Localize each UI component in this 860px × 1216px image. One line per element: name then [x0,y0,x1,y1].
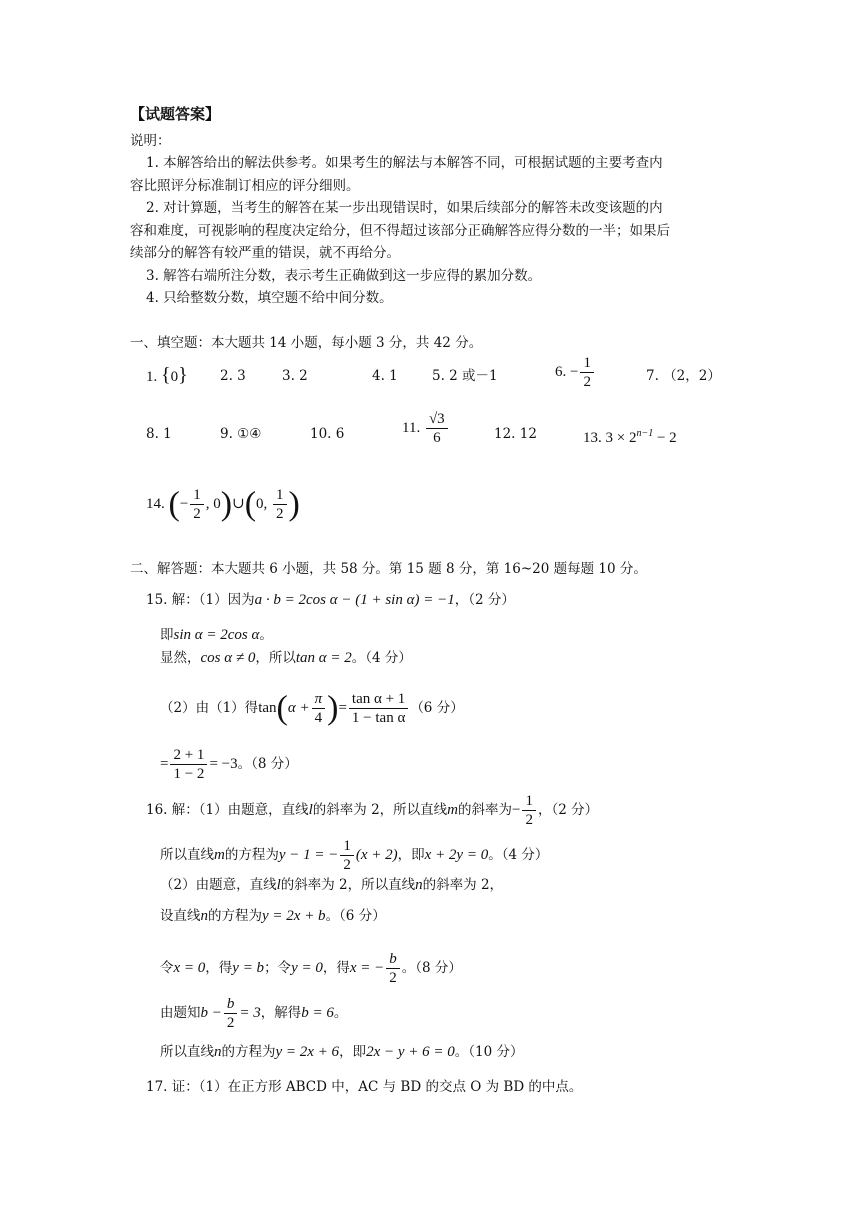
part1-heading: 一、填空题：本大题共 14 小题，每小题 3 分，共 42 分。 [130,335,483,351]
note-2: 2. 对计算题，当考生的解答在某一步出现错误时，如果后续部分的解答未改变该题的内 [146,200,663,216]
answer-11: 11. $\frac{√3}{6}$ [402,410,450,447]
answer-title: 【试题答案】 [130,105,221,123]
notes-heading: 说明： [130,133,171,149]
q16-line4: 设直线n的方程为y = 2x + b。（6 分） [160,908,386,924]
q16-line7: 所以直线n的方程为y = 2x + 6，即2x − y + 6 = 0。（10 分） [160,1044,524,1060]
q15-line5: = $\frac{2 + 1}{1 - 2}$ = −3。（8 分） [160,747,298,782]
note-1-cont: 容比照评分标准制订相应的评分细则。 [130,178,360,194]
q15-line2: 即sin α = 2cos α。 [160,627,273,643]
q16-line5: 令x = 0，得y = b；令y = 0，得x = − $\frac{b}{2}$ 。（8 分） [160,951,462,986]
answer-9: 9. ①④ [220,426,262,442]
answer-2: 2. 3 [220,368,246,384]
part2-heading: 二、解答题：本大题共 6 小题，共 58 分。第 15 题 8 分，第 16~20 题每题 10 分。 [130,561,647,577]
note-2-cont2: 续部分的解答有较严重的错误，就不再给分。 [130,245,400,261]
q16-line3: （2）由题意，直线l的斜率为 2，所以直线n的斜率为 2， [160,877,504,893]
q15-line3: 显然，cos α ≠ 0，所以tan α = 2。（4 分） [160,650,412,666]
answer-3: 3. 2 [282,368,308,384]
q16-line1: 16. 解：（1）由题意，直线l的斜率为 2，所以直线m的斜率为− $\frac{1}{2}$ ，（2 分） [146,793,599,828]
q15-line1: 15. 解：（1）因为a · b = 2cos α − (1 + sin α) = −1，（2 分） [146,592,515,608]
q17-line1: 17. 证：（1）在正方形 ABCD 中，AC 与 BD 的交点 O 为 BD 的中点。 [146,1079,583,1095]
note-2-cont: 容和难度，可视影响的程度决定给分，但不得超过该部分正确解答应得分数的一半；如果后 [130,223,670,239]
answer-8: 8. 1 [146,426,172,442]
q16-line6: 由题知b − $\frac{b}{2}$ = 3，解得b = 6。 [160,996,348,1031]
note-3: 3. 解答右端所注分数，表示考生正确做到这一步应得的累加分数。 [146,268,542,284]
answer-14: 14. (− $\frac{1}{2}$ , 0)∪(0, $\frac{1}{2}$ ) [146,485,300,523]
q15-line4: （2）由（1）得tan(α + $\frac{\pi}{4}$ )= $\frac{\text{tan α + 1}}{\text{1 − tan α}}$ （6 分） [160,689,464,727]
q16-line2: 所以直线m的方程为y − 1 = − $\frac{1}{2}$ (x + 2)，即x + 2y = 0。（4 分） [160,838,549,873]
answer-10: 10. 6 [310,426,345,442]
answer-6: 6. − $\frac{1}{2}$ [555,354,596,391]
answer-1: 1. {0} [146,364,188,386]
note-1: 1. 本解答给出的解法供参考。如果考生的解法与本解答不同，可根据试题的主要考查内 [146,155,663,171]
answer-12: 12. 12 [494,426,537,442]
answer-5: 5. 2 或－1 [432,368,498,384]
answer-13: 13. $3 \times 2^{n-1} - 2$ [583,428,677,446]
answer-4: 4. 1 [372,368,398,384]
answer-7: 7. （2，2） [646,368,721,384]
note-4: 4. 只给整数分数，填空题不给中间分数。 [146,290,393,306]
